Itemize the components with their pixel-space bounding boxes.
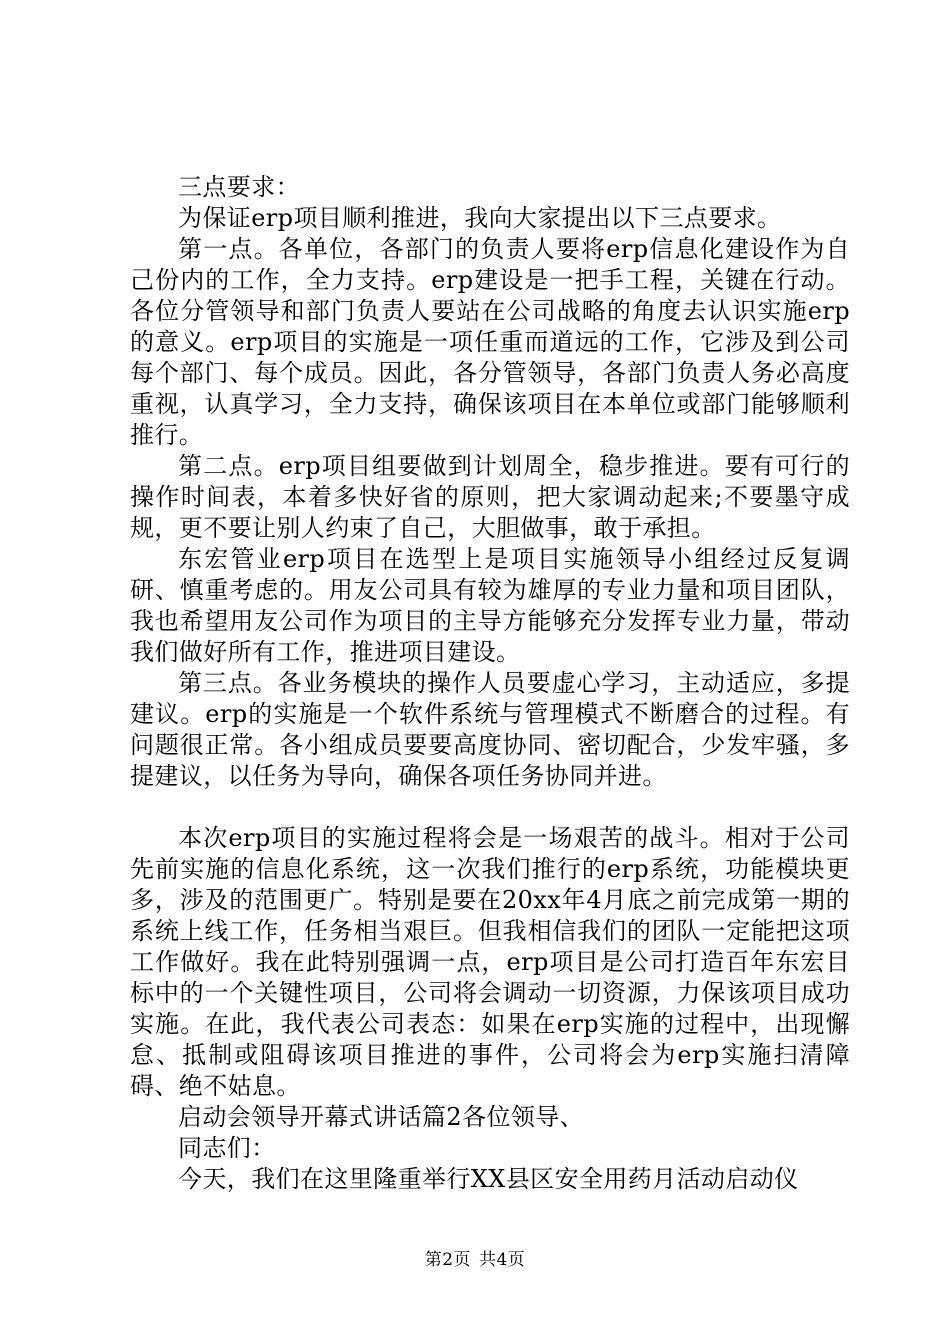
paragraph-point-three: 第三点。各业务模块的操作人员要虚心学习，主动适应，多提建议。erp的实施是一个软件系统与管理模式不断磨合的过程。有问题很正常。各小组成员要要高度协同、密切配合，少发牢骚，多提建议，以任务为导向，确保各项任务协同并进。 bbox=[130, 669, 850, 790]
document-body bbox=[130, 172, 850, 1195]
paragraph-point-one: 第一点。各单位，各部门的负责人要将erp信息化建设作为自己份内的工作，全力支持。erp建设是一把手工程，关键在行动。各位分管领导和部门负责人要站在公司战略的角度去认识实施erp的意义。erp项目的实施是一项任重而道远的工作，它涉及到公司每个部门、每个成员。因此，各分管领导，各部门负责人务必高度重视，认真学习，全力支持，确保该项目在本单位或部门能够顺利推行。 bbox=[130, 235, 850, 449]
paragraph-speech-title: 启动会领导开幕式讲话篇2各位领导、 bbox=[178, 1103, 585, 1131]
paragraph-salutation: 同志们： bbox=[178, 1134, 276, 1162]
page-total: 共4页 bbox=[478, 1250, 526, 1270]
paragraph-implementation: 本次erp项目的实施过程将会是一场艰苦的战斗。相对于公司先前实施的信息化系统，这一次我们推行的erp系统，功能模块更多，涉及的范围更广。特别是要在20xx年4月底之前完成第一期的系统上线工作，任务相当艰巨。但我相信我们的团队一定能把这项工作做好。我在此特别强调一点，erp项目是公司打造百年东宏目标中的一个关键性项目，公司将会调动一切资源，力保该项目成功实施。在此，我代表公司表态：如果在erp实施的过程中，出现懈怠、抵制或阻碍该项目推进的事件，公司将会为erp实施扫清障碍、绝不姑息。 bbox=[130, 824, 850, 1100]
paragraph-intro: 为保证erp项目顺利推进，我向大家提出以下三点要求。 bbox=[178, 204, 782, 232]
paragraph-point-two: 第二点。erp项目组要做到计划周全，稳步推进。要有可行的操作时间表，本着多快好省的原则，把大家调动起来;不要墨守成规，更不要让别人约束了自己，大胆做事，敢于承担。 bbox=[130, 452, 850, 542]
paragraph-donghong: 东宏管业erp项目在选型上是项目实施领导小组经过反复调研、慎重考虑的。用友公司具有较为雄厚的专业力量和项目团队，我也希望用友公司作为项目的主导方能够充分发挥专业力量，带动我们做好所有工作，推进项目建设。 bbox=[130, 545, 850, 666]
paragraph-today: 今天，我们在这里隆重举行XX县区安全用药月活动启动仪 bbox=[178, 1165, 799, 1193]
page-footer bbox=[0, 1245, 950, 1270]
paragraph-heading-requirements: 三点要求： bbox=[178, 173, 300, 201]
page-number: 第2页 bbox=[424, 1250, 472, 1270]
